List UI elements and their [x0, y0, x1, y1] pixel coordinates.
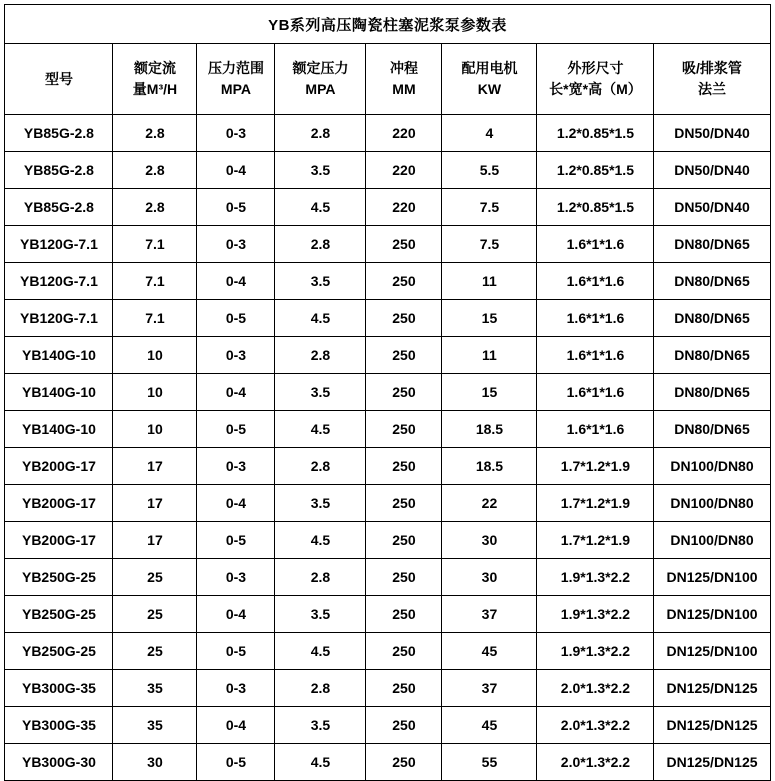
column-header-5 — [442, 44, 537, 115]
cell-value: DN80/DN65 — [654, 300, 770, 337]
cell-value: 3.5 — [275, 152, 366, 189]
cell-value: 250 — [366, 300, 442, 337]
cell-value: 220 — [366, 115, 442, 152]
column-header-line: MPA — [305, 81, 336, 97]
cell-value: 1.6*1*1.6 — [537, 300, 654, 337]
cell-value: 22 — [442, 485, 537, 522]
cell-value: DN50/DN40 — [654, 189, 770, 226]
cell-value: 250 — [366, 411, 442, 448]
cell-value: 7.1 — [113, 300, 197, 337]
table-row — [5, 707, 770, 744]
column-header-3 — [275, 44, 366, 115]
cell-value: 35 — [113, 670, 197, 707]
cell-model: YB250G-25 — [5, 633, 113, 670]
cell-model: YB200G-17 — [5, 485, 113, 522]
table-row — [5, 485, 770, 522]
cell-value: 250 — [366, 226, 442, 263]
table-row — [5, 448, 770, 485]
column-header-line: 压力范围 — [207, 60, 264, 76]
table-row — [5, 189, 770, 226]
cell-value: 3.5 — [275, 485, 366, 522]
cell-value: 7.1 — [113, 263, 197, 300]
cell-value: 3.5 — [275, 596, 366, 633]
column-header-line: 长*宽*高（M） — [549, 81, 642, 97]
cell-model: YB300G-30 — [5, 744, 113, 781]
cell-value: 0-3 — [197, 670, 275, 707]
cell-value: 0-4 — [197, 707, 275, 744]
cell-value: DN80/DN65 — [654, 263, 770, 300]
cell-value: 4.5 — [275, 300, 366, 337]
table-row — [5, 300, 770, 337]
column-header-line: MM — [392, 81, 416, 97]
cell-value: 4 — [442, 115, 537, 152]
cell-value: 250 — [366, 707, 442, 744]
cell-value: 0-4 — [197, 374, 275, 411]
cell-value: 250 — [366, 596, 442, 633]
cell-model: YB85G-2.8 — [5, 189, 113, 226]
cell-value: 1.9*1.3*2.2 — [537, 633, 654, 670]
cell-value: 11 — [442, 337, 537, 374]
cell-value: 0-3 — [197, 226, 275, 263]
cell-value: 10 — [113, 374, 197, 411]
cell-value: 2.8 — [275, 670, 366, 707]
cell-value: DN80/DN65 — [654, 411, 770, 448]
cell-value: 1.6*1*1.6 — [537, 411, 654, 448]
table-row — [5, 596, 770, 633]
cell-value: 30 — [113, 744, 197, 781]
cell-value: 4.5 — [275, 633, 366, 670]
cell-value: 30 — [442, 522, 537, 559]
cell-value: 0-3 — [197, 559, 275, 596]
cell-value: 250 — [366, 263, 442, 300]
table-row — [5, 226, 770, 263]
cell-value: 1.2*0.85*1.5 — [537, 152, 654, 189]
cell-value: 3.5 — [275, 707, 366, 744]
table-title-row — [5, 5, 770, 44]
cell-value: DN80/DN65 — [654, 337, 770, 374]
cell-value: 15 — [442, 374, 537, 411]
cell-value: 1.6*1*1.6 — [537, 226, 654, 263]
cell-model: YB300G-35 — [5, 670, 113, 707]
cell-value: DN125/DN100 — [654, 559, 770, 596]
cell-value: 1.6*1*1.6 — [537, 374, 654, 411]
column-header-line: 吸/排浆管 — [682, 60, 742, 76]
cell-model: YB200G-17 — [5, 448, 113, 485]
cell-value: DN50/DN40 — [654, 115, 770, 152]
cell-value: 2.8 — [113, 189, 197, 226]
cell-value: 1.9*1.3*2.2 — [537, 596, 654, 633]
cell-value: DN125/DN125 — [654, 707, 770, 744]
cell-value: 220 — [366, 189, 442, 226]
cell-value: 15 — [442, 300, 537, 337]
cell-value: 17 — [113, 448, 197, 485]
cell-value: 17 — [113, 485, 197, 522]
column-header-line: KW — [477, 81, 502, 97]
cell-value: 11 — [442, 263, 537, 300]
column-header-6 — [537, 44, 654, 115]
table-header-row — [5, 44, 770, 115]
cell-value: 0-3 — [197, 448, 275, 485]
table-row — [5, 559, 770, 596]
cell-value: 250 — [366, 448, 442, 485]
cell-model: YB200G-17 — [5, 522, 113, 559]
cell-value: DN125/DN100 — [654, 596, 770, 633]
column-header-2 — [197, 44, 275, 115]
cell-value: DN50/DN40 — [654, 152, 770, 189]
cell-value: 4.5 — [275, 744, 366, 781]
cell-value: 0-5 — [197, 300, 275, 337]
cell-value: 250 — [366, 337, 442, 374]
cell-value: 4.5 — [275, 522, 366, 559]
cell-value: 2.8 — [275, 115, 366, 152]
cell-value: 250 — [366, 670, 442, 707]
cell-value: 2.8 — [113, 152, 197, 189]
cell-value: 0-5 — [197, 522, 275, 559]
cell-value: 18.5 — [442, 411, 537, 448]
cell-value: 5.5 — [442, 152, 537, 189]
table-body — [5, 5, 770, 781]
cell-model: YB300G-35 — [5, 707, 113, 744]
cell-value: 1.7*1.2*1.9 — [537, 485, 654, 522]
cell-model: YB140G-10 — [5, 337, 113, 374]
column-header-line: 型号 — [44, 70, 73, 87]
cell-value: 3.5 — [275, 263, 366, 300]
table-row — [5, 522, 770, 559]
cell-value: DN100/DN80 — [654, 522, 770, 559]
cell-value: 2.8 — [275, 337, 366, 374]
cell-value: 220 — [366, 152, 442, 189]
cell-value: DN125/DN100 — [654, 633, 770, 670]
cell-value: 55 — [442, 744, 537, 781]
cell-value: 45 — [442, 633, 537, 670]
cell-value: 2.8 — [275, 559, 366, 596]
cell-value: 250 — [366, 485, 442, 522]
cell-value: 10 — [113, 337, 197, 374]
cell-value: 2.0*1.3*2.2 — [537, 670, 654, 707]
table-row — [5, 633, 770, 670]
cell-value: DN100/DN80 — [654, 485, 770, 522]
cell-value: DN125/DN125 — [654, 670, 770, 707]
cell-value: 2.0*1.3*2.2 — [537, 707, 654, 744]
table-row — [5, 263, 770, 300]
cell-value: 250 — [366, 633, 442, 670]
cell-value: 250 — [366, 744, 442, 781]
cell-value: 25 — [113, 559, 197, 596]
cell-value: 7.5 — [442, 226, 537, 263]
cell-value: DN80/DN65 — [654, 374, 770, 411]
cell-model: YB250G-25 — [5, 596, 113, 633]
page-title: YB系列高压陶瓷柱塞泥浆泵参数表 — [5, 5, 770, 44]
column-header-7 — [654, 44, 770, 115]
cell-value: DN100/DN80 — [654, 448, 770, 485]
cell-value: 0-5 — [197, 633, 275, 670]
cell-value: 1.2*0.85*1.5 — [537, 189, 654, 226]
cell-value: 0-3 — [197, 337, 275, 374]
cell-value: 1.6*1*1.6 — [537, 337, 654, 374]
table-row — [5, 670, 770, 707]
cell-value: 250 — [366, 374, 442, 411]
cell-value: 4.5 — [275, 189, 366, 226]
column-header-line: MPA — [220, 81, 251, 97]
cell-value: 4.5 — [275, 411, 366, 448]
column-header-4 — [366, 44, 442, 115]
cell-value: 1.2*0.85*1.5 — [537, 115, 654, 152]
cell-model: YB120G-7.1 — [5, 226, 113, 263]
cell-value: 1.6*1*1.6 — [537, 263, 654, 300]
cell-value: 37 — [442, 670, 537, 707]
cell-value: 0-4 — [197, 263, 275, 300]
cell-model: YB85G-2.8 — [5, 115, 113, 152]
cell-value: 7.1 — [113, 226, 197, 263]
column-header-line: 量M³/H — [132, 81, 178, 97]
cell-value: 2.8 — [275, 226, 366, 263]
cell-value: 30 — [442, 559, 537, 596]
table-row — [5, 152, 770, 189]
cell-value: 3.5 — [275, 374, 366, 411]
cell-model: YB140G-10 — [5, 374, 113, 411]
column-header-line: 冲程 — [389, 60, 418, 76]
table-row — [5, 374, 770, 411]
cell-value: 2.8 — [275, 448, 366, 485]
column-header-1 — [113, 44, 197, 115]
cell-value: DN125/DN125 — [654, 744, 770, 781]
column-header-line: 配用电机 — [461, 60, 518, 76]
cell-value: 1.9*1.3*2.2 — [537, 559, 654, 596]
cell-model: YB140G-10 — [5, 411, 113, 448]
cell-value: 37 — [442, 596, 537, 633]
cell-value: 0-4 — [197, 152, 275, 189]
cell-value: 2.0*1.3*2.2 — [537, 744, 654, 781]
cell-value: 0-5 — [197, 744, 275, 781]
cell-value: 1.7*1.2*1.9 — [537, 522, 654, 559]
cell-value: 18.5 — [442, 448, 537, 485]
cell-value: 45 — [442, 707, 537, 744]
table-row — [5, 337, 770, 374]
table-row — [5, 411, 770, 448]
cell-value: 250 — [366, 522, 442, 559]
cell-value: 0-3 — [197, 115, 275, 152]
cell-value: 10 — [113, 411, 197, 448]
cell-model: YB120G-7.1 — [5, 263, 113, 300]
cell-value: 1.7*1.2*1.9 — [537, 448, 654, 485]
cell-value: 250 — [366, 559, 442, 596]
cell-value: 0-5 — [197, 189, 275, 226]
cell-value: 0-4 — [197, 596, 275, 633]
column-header-line: 额定压力 — [292, 60, 349, 76]
parameter-table — [4, 4, 770, 781]
column-header-line: 外形尺寸 — [567, 60, 624, 76]
cell-model: YB85G-2.8 — [5, 152, 113, 189]
table-row — [5, 115, 770, 152]
column-header-line: 法兰 — [698, 81, 726, 97]
cell-model: YB120G-7.1 — [5, 300, 113, 337]
cell-value: 25 — [113, 596, 197, 633]
cell-value: 17 — [113, 522, 197, 559]
cell-value: 35 — [113, 707, 197, 744]
cell-model: YB250G-25 — [5, 559, 113, 596]
cell-value: 0-4 — [197, 485, 275, 522]
column-header-line: 额定流 — [133, 60, 176, 76]
page-root — [0, 4, 775, 770]
column-header-0 — [5, 44, 113, 115]
cell-value: 0-5 — [197, 411, 275, 448]
table-row — [5, 744, 770, 781]
cell-value: DN80/DN65 — [654, 226, 770, 263]
cell-value: 2.8 — [113, 115, 197, 152]
cell-value: 25 — [113, 633, 197, 670]
cell-value: 7.5 — [442, 189, 537, 226]
